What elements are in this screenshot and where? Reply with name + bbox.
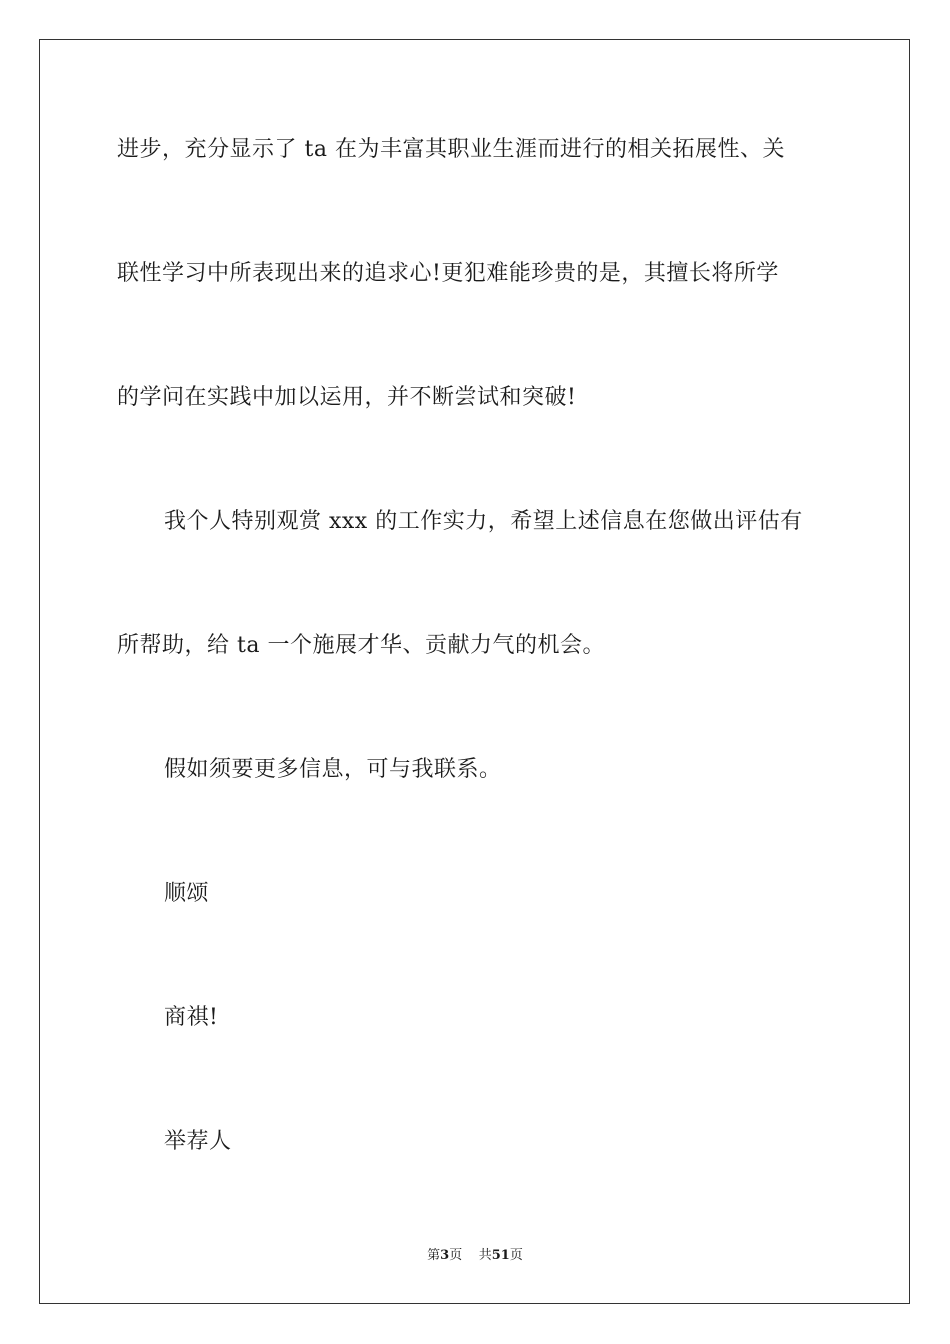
signature-label: 举荐人: [164, 1129, 232, 1154]
page-border: [39, 39, 910, 1304]
body-text-line: 我个人特别观赏 xxx 的工作实力，希望上述信息在您做出评估有: [164, 509, 803, 534]
page-number: 3: [440, 1248, 450, 1263]
closing-greeting: 商祺!: [164, 1005, 219, 1030]
total-pages: 51: [491, 1248, 510, 1263]
total-prefix: 共: [478, 1248, 492, 1263]
page-prefix: 第: [427, 1248, 441, 1263]
body-text-line: 所帮助，给 ta 一个施展才华、贡献力气的机会。: [117, 633, 605, 658]
body-text-line: 联性学习中所表现出来的追求心!更犯难能珍贵的是，其擅长将所学: [117, 261, 779, 286]
body-text-line: 进步，充分显示了 ta 在为丰富其职业生涯而进行的相关拓展性、关: [117, 137, 785, 162]
closing-salutation: 顺颂: [164, 881, 210, 906]
total-suffix: 页: [509, 1248, 523, 1263]
page-suffix: 页: [449, 1248, 463, 1263]
page-footer: [0, 1247, 950, 1265]
contact-line: 假如须要更多信息，可与我联系。: [164, 757, 502, 782]
body-text-line: 的学问在实践中加以运用，并不断尝试和突破!: [117, 385, 577, 410]
